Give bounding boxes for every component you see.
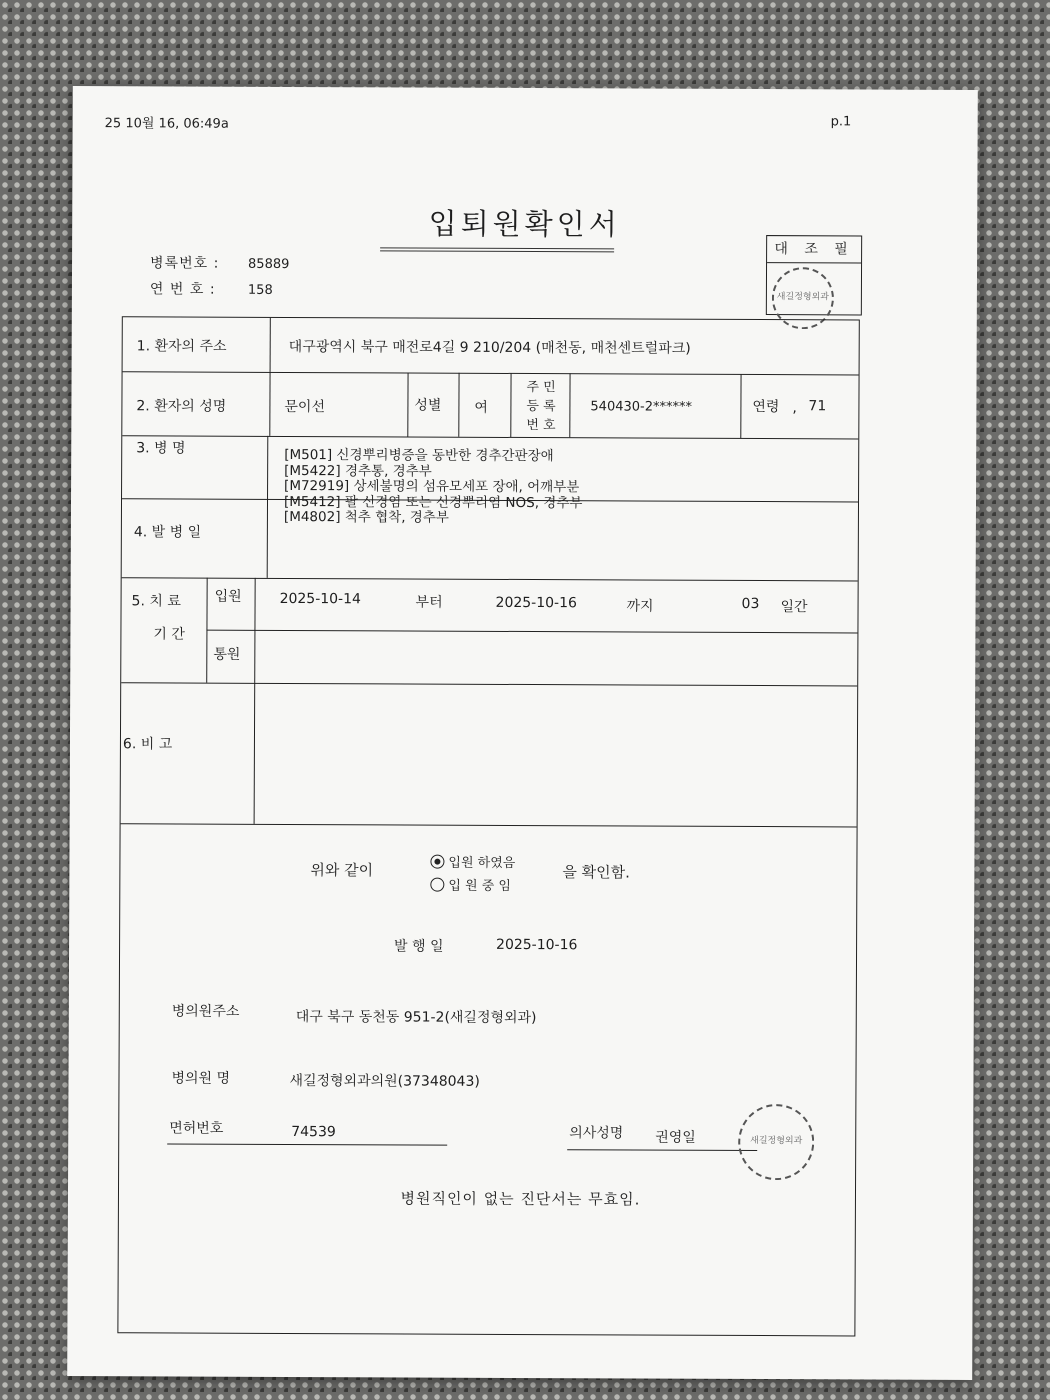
patient-name-label: 2. 환자의 성명 bbox=[136, 398, 227, 415]
table-row-divider bbox=[122, 577, 858, 581]
diagnosis-list bbox=[284, 448, 583, 527]
diagnosis-item: [M501] 신경뿌리병증을 동반한 경추간판장애 bbox=[284, 446, 554, 465]
clinic-name: 새길정형외과의원(37348043) bbox=[289, 1072, 480, 1090]
doctor-name: 권영일 bbox=[655, 1129, 696, 1146]
doctor-name-label: 의사성명 bbox=[569, 1125, 624, 1142]
serial-number-label: 연 번 호 : bbox=[149, 281, 216, 298]
treatment-days-unit: 일간 bbox=[780, 599, 808, 616]
address-label: 1. 환자의 주소 bbox=[136, 338, 227, 355]
confirmation-prefix: 위와 같이 bbox=[310, 861, 374, 880]
option-current-label: 입 원 중 임 bbox=[448, 878, 512, 894]
serial-number-value: 158 bbox=[247, 282, 273, 298]
table-column-divider bbox=[270, 318, 271, 372]
remarks-label: 6. 비 고 bbox=[122, 736, 173, 753]
confirmation-suffix: 을 확인함. bbox=[562, 863, 630, 882]
diagnosis-item: [M5422] 경추통, 경추부 bbox=[284, 462, 432, 480]
confirmation-table bbox=[117, 316, 859, 1336]
table-column-divider bbox=[407, 372, 408, 436]
table-column-divider bbox=[269, 372, 270, 436]
treatment-period-label-2: 기 간 bbox=[153, 626, 185, 643]
table-column-divider bbox=[740, 374, 741, 438]
diagnosis-item: [M5412] 팔 신경염 또는 신경뿌리염 NOS, 경추부 bbox=[283, 493, 583, 511]
page-number: p.1 bbox=[830, 114, 852, 130]
verification-stamp-seal: 새길정형외과 bbox=[772, 267, 834, 329]
table-column-divider bbox=[569, 373, 570, 437]
validity-notice: 병원직인이 없는 진단서는 무효임. bbox=[400, 1189, 641, 1209]
issue-date: 2025-10-16 bbox=[496, 936, 578, 954]
hospital-seal: 새길정형외과 bbox=[738, 1104, 814, 1180]
outpatient-label: 통원 bbox=[213, 646, 241, 663]
signature-underline bbox=[567, 1149, 757, 1151]
patient-age: 71 bbox=[808, 398, 827, 415]
onset-date-label: 4. 발 병 일 bbox=[133, 524, 202, 541]
from-label: 부터 bbox=[415, 594, 443, 611]
table-column-divider bbox=[510, 373, 511, 437]
resident-id-label-line2: 등 록 bbox=[526, 399, 556, 415]
table-row-divider bbox=[122, 435, 858, 439]
record-number-label: 병록번호 : bbox=[150, 255, 220, 272]
table-row-divider bbox=[123, 371, 859, 375]
license-number: 74539 bbox=[291, 1123, 336, 1141]
table-column-divider bbox=[267, 436, 269, 578]
treatment-days: 03 bbox=[741, 595, 760, 613]
fax-timestamp: 25 10월 16, 06:49a bbox=[104, 116, 229, 132]
option-admitted bbox=[430, 852, 515, 871]
option-admitted-label: 입원 하였음 bbox=[448, 855, 516, 871]
selected-radio-icon bbox=[430, 855, 444, 869]
resident-id-number: 540430-2****** bbox=[590, 399, 693, 415]
patient-sex: 여 bbox=[474, 399, 488, 416]
table-column-divider bbox=[254, 683, 256, 824]
clinic-name-label: 병의원 명 bbox=[171, 1070, 231, 1087]
inpatient-label: 입원 bbox=[214, 588, 242, 605]
treatment-period-label: 5. 치 료 bbox=[131, 593, 181, 610]
age-separator: , bbox=[792, 400, 797, 417]
document-title: 입퇴원확인서 bbox=[428, 206, 621, 242]
resident-id-label-line1: 주 민 bbox=[526, 380, 556, 396]
verification-caption: 대 조 필 bbox=[767, 236, 861, 263]
record-number-value: 85889 bbox=[248, 256, 290, 272]
age-label: 연령 bbox=[752, 399, 780, 416]
table-row-divider bbox=[206, 630, 857, 634]
option-currently-admitted bbox=[430, 875, 511, 894]
diagnosis-item: [M4802] 척추 협착, 경추부 bbox=[283, 508, 449, 526]
document-page bbox=[67, 86, 978, 1380]
table-column-divider bbox=[458, 373, 459, 437]
treatment-start-date: 2025-10-14 bbox=[279, 590, 361, 608]
sex-label: 성별 bbox=[414, 397, 442, 414]
license-number-label: 면허번호 bbox=[169, 1120, 224, 1137]
table-row-divider bbox=[121, 682, 857, 686]
unselected-radio-icon bbox=[430, 878, 444, 892]
patient-name: 문이선 bbox=[284, 398, 326, 416]
issue-date-label: 발 행 일 bbox=[394, 938, 444, 955]
clinic-address: 대구 북구 동천동 951-2(새길정형외과) bbox=[295, 1009, 537, 1027]
clinic-address-label: 병의원주소 bbox=[171, 1003, 240, 1020]
patient-address: 대구광역시 북구 매전로4길 9 210/204 (매천동, 매천센트럴파크) bbox=[288, 338, 691, 357]
diagnosis-label: 3. 병 명 bbox=[136, 440, 186, 457]
until-label: 까지 bbox=[626, 598, 654, 615]
treatment-end-date: 2025-10-16 bbox=[495, 594, 577, 612]
table-row-divider bbox=[121, 823, 857, 827]
title-underline bbox=[380, 247, 614, 252]
resident-id-label-line3: 번 호 bbox=[526, 418, 556, 434]
diagnosis-item: [M72919] 상세불명의 섬유모세포 장애, 어깨부분 bbox=[284, 477, 580, 496]
license-underline bbox=[167, 1143, 447, 1145]
